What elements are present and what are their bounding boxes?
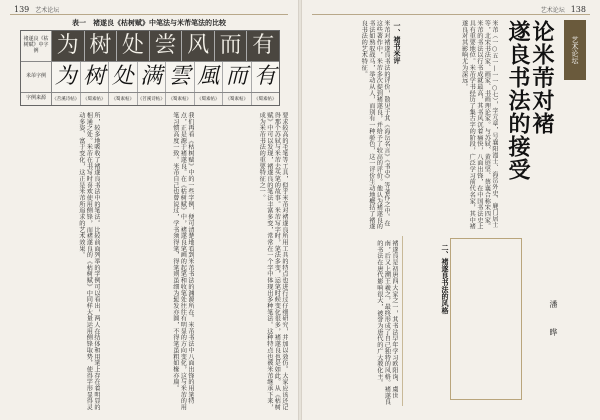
mi-glyph-cells (52, 62, 279, 92)
source-label-cell (223, 93, 252, 105)
column-divider (402, 236, 403, 406)
article-title-line-1: 论米芾对褚 (529, 20, 555, 135)
mi-glyph-cell (52, 62, 81, 92)
left-header (10, 5, 59, 14)
mi-glyph-cell (223, 62, 252, 92)
chu-glyph-cell (150, 31, 183, 61)
left-page (0, 0, 298, 420)
source-label-cell (138, 93, 167, 105)
mi-glyph: 而 (225, 64, 248, 89)
mi-glyph-cell (109, 62, 138, 92)
section-tag: 艺术论坛 (564, 20, 586, 80)
section-1-text: 米芾对褚遂良书法的评价，散见于其《海岳名言》《书史》等著作之中。在这些著作中，米芾多次提到褚遂良，并给予了较高的评价。他认为褚遂良的书法如熟驭战马，举动从人，而别有一种骄色，这一评价生动地概括了褚遂良书法的艺术特征。 (360, 20, 390, 230)
source-label: 《苕溪诗帖》 (52, 97, 80, 102)
source-label-cell (195, 93, 224, 105)
abstract-frame (450, 238, 522, 400)
row-head-source: 字例来源 (21, 93, 52, 105)
left-running-head: 艺术论坛 (35, 7, 60, 14)
left-page-number: 139 (14, 5, 30, 14)
chu-glyph: 为 (56, 33, 79, 58)
right-header-rule (312, 14, 590, 15)
source-cells (52, 93, 279, 105)
table-title: 表一 褚遂良《枯树赋》中笔法与米芾笔法的比较 (72, 18, 226, 27)
comparison-table (20, 30, 280, 106)
table-row-mi (21, 62, 279, 93)
source-label-cell (81, 93, 110, 105)
mi-glyph-cell (166, 62, 195, 92)
source-label-cell (252, 93, 280, 105)
chu-glyph-cell (117, 31, 150, 61)
article-title-line-2: 遂良书法的接受 (505, 20, 531, 181)
right-running-head: 艺术论坛 (540, 7, 565, 14)
chu-glyph: 处 (121, 33, 144, 58)
right-header (541, 5, 590, 14)
mi-glyph: 有 (254, 64, 277, 89)
mi-glyph-cell (81, 62, 110, 92)
intro-text: 米芾（一○五一—一一○七），字元章，号襄阳漫士、海岳外史、鹿门居士等，北宋书法家、画家、书画理论家。与苏轼、黄庭坚、蔡襄合称宋四家。米芾的书法以行书成就最高，其书风沉着痛快，八面出锋，在中国书法史上具有重要地位。米芾学书经历了集古字的阶段，广泛学习前代名家，其中褚遂良对其影响尤为深远。 (460, 20, 498, 230)
left-text-column-b: 我们再看《枯树赋》中的一些字例，便可清楚地看到米芾书法的渊源所在。米芾书法中八面出锋的用笔特点，正是源于褚遂良。在《枯树赋》中，褚遂良笔画的起笔和收笔处往往有明显的方向变化，这与米芾的用笔习惯高度一致。米芾自己也曾说过，学书须得笔，得笔则虽细为髭发亦圆，不得笔虽粗如椽亦扁。 (171, 112, 194, 411)
source-label: 《蜀素帖》 (168, 97, 191, 102)
mi-glyph: 树 (83, 64, 106, 89)
source-label: 《蜀素帖》 (83, 97, 106, 102)
chu-glyph: 而 (219, 33, 242, 58)
mi-glyph: 为 (54, 64, 77, 89)
table-row-source (21, 93, 279, 105)
source-label-cell (166, 93, 195, 105)
table-row-chu (21, 31, 279, 62)
mi-glyph: 满 (140, 64, 163, 89)
left-header-rule (10, 14, 288, 15)
chu-glyph-cells (52, 31, 279, 61)
source-label: 《蜀素帖》 (254, 97, 277, 102)
mi-glyph-cell (252, 62, 280, 92)
right-page-number: 138 (570, 5, 586, 14)
chu-glyph-cell (247, 31, 279, 61)
chu-glyph: 树 (89, 33, 112, 58)
source-label: 《蜀素帖》 (225, 97, 248, 102)
chu-glyph: 有 (252, 33, 275, 58)
row-head-mi: 米芾字例 (21, 62, 52, 92)
chu-glyph-cell (52, 31, 85, 61)
mi-glyph-cell (138, 62, 167, 92)
mi-glyph-cell (195, 62, 224, 92)
chu-glyph-cell (182, 31, 215, 61)
chu-glyph-cell (85, 31, 118, 61)
mi-glyph: 風 (197, 64, 220, 89)
chu-glyph: 尝 (154, 33, 177, 58)
section-1-head: 一、褚书米评 (393, 22, 402, 64)
chu-glyph-cell (215, 31, 248, 61)
row-head-chu: 褚遂良《枯树赋》中字例 (21, 31, 52, 61)
chu-glyph: 风 (187, 33, 210, 58)
author-name: 潘 晔 (549, 300, 558, 342)
section-2-text: 褚遂良是初唐四大家之一，其书法早年学习欧阳询、虞世南，后又上溯王羲之，最终形成了自己独特的风格。褚遂良的书法在唐代影响很大，被誉为唐代的广大教化主。 (375, 240, 398, 406)
source-label: 《苕溪诗帖》 (137, 97, 165, 102)
left-text-column-a: 要求较高的毛笔等工具，似乎米芾对褚遂良所用工具的特点也进行过仔细研究，并加以效仿。大家应该还记得那个苏轼与米芾去买笔的故事。米芾写字时，笔法多变，运笔时候变化很多，褚遂良也是如此。从《枯树赋》中可以发现，褚遂良的笔法丰富多变，常常在一个字中体现出多种笔法。这种特点也被米芾继承下来，成为米芾书法的重要特征之一。 (258, 112, 288, 411)
mi-glyph: 雲 (168, 64, 191, 89)
section-2-head: 二、褚遂良书法的风格 (441, 244, 450, 314)
source-label: 《蜀素帖》 (111, 97, 134, 102)
source-label: 《蜀素帖》 (197, 97, 220, 102)
source-label-cell (52, 93, 81, 105)
left-text-column-c: 所，较多地吸收了褚遂良书法中的笔法。比较前面列举的字例可以看出，两人在结体和用笔上存在着明显的相通之处。米芾在书写时喜欢使用侧锋，而褚遂良的《枯树赋》中同样大量运用侧锋取势，使得字形显得灵动多姿、富于变化，这正是米芾所追求的艺术效果。 (77, 112, 100, 411)
source-label-cell (109, 93, 138, 105)
mi-glyph: 处 (111, 64, 134, 89)
